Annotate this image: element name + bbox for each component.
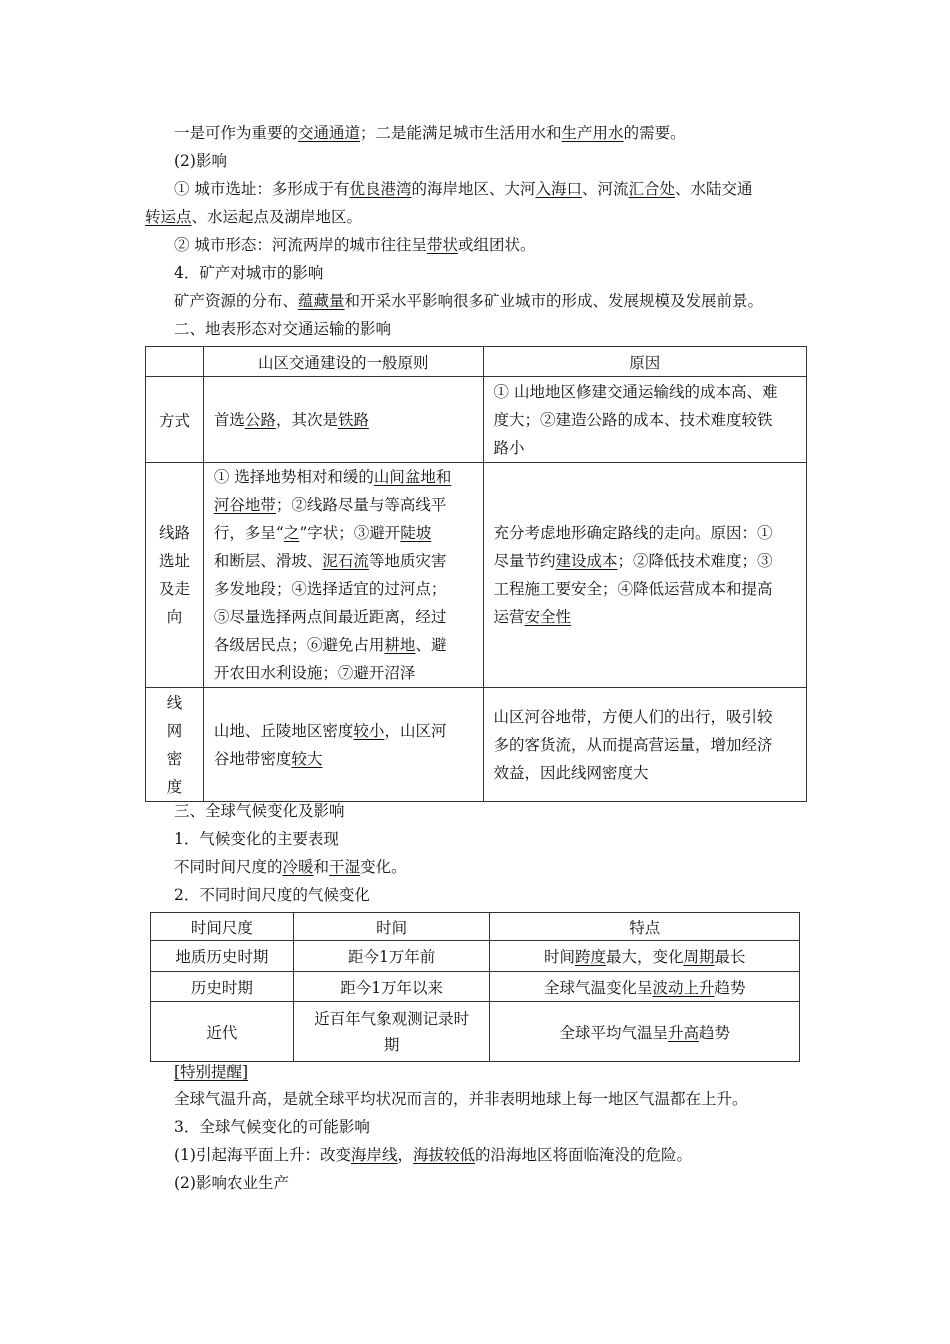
text: 和开采水平影响很多矿业城市的形成、发展规模及发展前景。 (344, 292, 764, 310)
paragraph-minerals (174, 291, 763, 311)
heading-possible-impacts: 3．全球气候变化的可能影响 (174, 1118, 370, 1136)
underlined-term: 入海口 (535, 180, 582, 198)
text: ② 城市形态：河流两岸的城市往往呈 (174, 236, 427, 254)
text-line (494, 547, 796, 575)
text-line: 度 (166, 777, 183, 796)
text: 等地质灾害 (368, 552, 447, 570)
cell-scale: 地质历史时期 (151, 941, 294, 972)
text-line: ① 山地地区修建交通运输线的成本高、难 (493, 382, 778, 401)
text-line: 多发地段；④选择适宜的过河点； (213, 580, 447, 598)
text: 时间 (543, 948, 575, 966)
text-line (214, 547, 473, 575)
underlined-term: 公路 (244, 410, 276, 429)
underlined-term: 铁路 (337, 410, 369, 429)
heading-minerals: 4．矿产对城市的影响 (174, 264, 324, 282)
text: ；二是能满足城市生活用水和 (360, 124, 562, 142)
underlined-term: 干湿 (329, 858, 361, 876)
text-line: 及走 (158, 580, 190, 598)
text: 全球平均气温呈 (559, 1023, 668, 1042)
text: 的需要。 (623, 124, 686, 142)
text-line: 路小 (493, 438, 525, 457)
text-line: 多的客货流，从而提高营运量，增加经济 (493, 735, 773, 754)
cell-mode-reason (483, 377, 806, 463)
text: ， (397, 1146, 413, 1164)
text: ，其次是 (275, 410, 338, 429)
underlined-term: 较小 (353, 721, 385, 740)
table-header-row (146, 347, 807, 377)
text: 尽量节约 (493, 552, 556, 570)
row-label-density (146, 688, 204, 802)
text: 和 (313, 858, 330, 876)
text: ；②降低技术难度；③ (617, 552, 773, 570)
text-line (214, 463, 473, 491)
cell-density-reason (483, 688, 806, 802)
cell-route-principle (203, 463, 483, 688)
text: 、水陆交通 (675, 180, 753, 198)
text: 一是可作为重要的 (174, 124, 299, 142)
text: 趋势 (698, 1023, 730, 1042)
text-line (214, 519, 473, 547)
text-line: 向 (166, 608, 183, 626)
cell-feature (490, 972, 800, 1002)
text-line: 效益，因此线网密度大 (493, 763, 649, 782)
subheading-influence: (2)影响 (174, 152, 227, 170)
section-heading-climate-change: 三、全球气候变化及影响 (174, 802, 345, 820)
text: ，山区河 (384, 721, 447, 740)
text: 、避 (415, 636, 447, 654)
text-line: 开农田水利设施；⑦避开沼泽 (213, 664, 416, 682)
text: 不同时间尺度的 (174, 858, 283, 876)
heading-climate-manifestation: 1．气候变化的主要表现 (174, 830, 339, 848)
text: 全球气温变化呈 (543, 978, 653, 997)
underlined-term: 升高 (667, 1023, 699, 1042)
text: 矿产资源的分布、 (174, 292, 299, 310)
cell-feature (490, 1002, 800, 1062)
text: 首选 (213, 410, 245, 429)
text-line: 山区河谷地带，方便人们的出行，吸引较 (493, 707, 773, 726)
paragraph-city-form (174, 235, 535, 255)
table-climate-time-scales (150, 912, 800, 1062)
underlined-term: 交通通道 (298, 124, 361, 142)
heading-time-scales: 2．不同时间尺度的气候变化 (174, 886, 370, 904)
text-line: 网 (166, 721, 183, 740)
table-row (151, 972, 800, 1002)
underlined-term: 山间盆地和 (373, 468, 452, 486)
text-line (214, 745, 473, 773)
table-header-time: 时间 (293, 913, 490, 941)
text-line (214, 717, 473, 745)
underlined-term: 安全性 (524, 608, 572, 626)
underlined-term: 带状 (426, 236, 458, 254)
text: 、河流 (581, 180, 629, 198)
table-header-feature: 特点 (490, 913, 800, 941)
text: 的沿海地区将面临淹没的危险。 (475, 1146, 693, 1164)
text: ① 城市选址：多形成于有 (174, 180, 350, 198)
table-header-principle: 山区交通建设的一般原则 (203, 347, 483, 377)
text: 最大，变化 (605, 948, 684, 966)
text: 变化。 (360, 858, 407, 876)
row-label-route (146, 463, 204, 688)
paragraph-city-location-cont (145, 207, 362, 227)
table-row (151, 941, 800, 972)
cell-scale: 近代 (151, 1002, 294, 1062)
underlined-term: 海岸线 (350, 1146, 398, 1164)
table-row-route (146, 463, 807, 688)
cell-density-principle (203, 688, 483, 802)
text-line: 近百年气象观测记录时 (314, 1009, 470, 1028)
underlined-term: 优良港湾 (349, 180, 412, 198)
underlined-term: 较大 (291, 749, 323, 768)
text-line: 度大；②建造公路的成本、技术难度较铁 (493, 410, 773, 429)
text-line: 线路 (158, 524, 190, 542)
underlined-term: 周期 (683, 948, 715, 966)
table-row-density (146, 688, 807, 802)
cell-scale: 历史时期 (151, 972, 294, 1002)
text: ；②线路尽量与等高线平 (275, 496, 447, 514)
cell-time: 距今1万年前 (293, 941, 490, 972)
cell-route-reason (483, 463, 806, 688)
row-label-mode: 方式 (146, 377, 204, 463)
subheading-agriculture: (2)影响农业生产 (174, 1174, 289, 1192)
section-heading-terrain-transport: 二、地表形态对交通运输的影响 (174, 320, 392, 338)
underlined-term: 波动上升 (652, 978, 715, 997)
underlined-term: 陡坡 (400, 524, 432, 542)
underlined-term: 汇合处 (628, 180, 676, 198)
text: 运营 (493, 608, 525, 626)
paragraph-water-functions (174, 123, 686, 143)
underlined-term: 转运点 (145, 208, 192, 226)
text: (1)引起海平面上升：改变 (174, 1146, 351, 1164)
underlined-term: 河谷地带 (213, 496, 276, 514)
underlined-term: 耕地 (384, 636, 416, 654)
table-header-row (151, 913, 800, 941)
text-line (494, 603, 796, 631)
text: 行，多呈“ (213, 524, 284, 542)
underlined-term: 建设成本 (555, 552, 618, 570)
paragraph-climate-manifestation (174, 857, 407, 877)
text: ”字状；③避开 (299, 524, 401, 542)
underlined-term: 海拔较低 (413, 1146, 476, 1164)
text: 山地、丘陵地区密度 (213, 721, 354, 740)
table-header-scale: 时间尺度 (151, 913, 294, 941)
text: 、水运起点及湖岸地区。 (191, 208, 363, 226)
text: ① 选择地势相对和缓的 (213, 468, 374, 486)
paragraph-sea-level (174, 1145, 692, 1165)
table-row (151, 1002, 800, 1062)
cell-mode-principle (203, 377, 483, 463)
text-line (214, 631, 473, 659)
table-header-empty (146, 347, 204, 377)
underlined-term: 生产用水 (561, 124, 624, 142)
cell-feature (490, 941, 800, 972)
text: 最长 (714, 948, 746, 966)
text: 和断层、滑坡、 (213, 552, 323, 570)
cell-time: 距今1万年以来 (293, 972, 490, 1002)
note-title (174, 1062, 248, 1082)
note-text: 全球气温升高，是就全球平均状况而言的，并非表明地球上每一地区气温都在上升。 (174, 1090, 748, 1108)
table-header-reason: 原因 (483, 347, 806, 377)
text-line: 线 (166, 693, 183, 712)
text-line: 期 (383, 1035, 400, 1054)
text: 各级居民点；⑥避免占用 (213, 636, 385, 654)
underlined-term: 跨度 (574, 948, 606, 966)
text-line: ⑤尽量选择两点间最近距离，经过 (213, 608, 447, 626)
text: 谷地带密度 (213, 749, 292, 768)
underlined-term: 冷暖 (282, 858, 314, 876)
underlined-term: 之 (283, 524, 300, 542)
text-line: 充分考虑地形确定路线的走向。原因：① (493, 524, 773, 542)
text: [特别提醒] (174, 1063, 249, 1081)
paragraph-city-location (174, 179, 753, 199)
cell-time (293, 1002, 490, 1062)
table-mountain-transport (145, 346, 807, 802)
table-row-mode (146, 377, 807, 463)
text-line: 密 (166, 749, 183, 768)
text-line: 选址 (158, 552, 190, 570)
underlined-term: 蕴藏量 (298, 292, 345, 310)
text-line (214, 491, 473, 519)
underlined-term: 泥石流 (322, 552, 369, 570)
text: 或组团状。 (457, 236, 536, 254)
text: 的海岸地区、大河 (411, 180, 536, 198)
text-line: 工程施工要安全；④降低运营成本和提高 (493, 580, 773, 598)
text: 趋势 (714, 978, 746, 997)
